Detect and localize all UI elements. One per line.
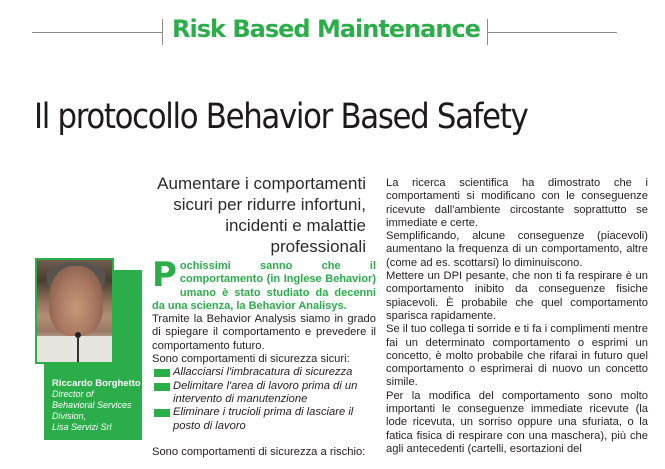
author-role-3: Division, [52,411,87,421]
section-title: Risk Based Maintenance [172,15,480,43]
author-role-1: Director of [52,389,94,399]
author-name: Riccardo Borghetto [52,378,141,389]
paragraph: Semplificando, alcune conseguenze (piacevoli) aumentano la frequenza di un comportamento, altre (come ad es. scottarsi) lo diminuiscono. [386,230,648,269]
article-subtitle: Aumentare i comportamenti sicuri per ridurre infortuni, incidenti e malattie professionali [157,174,366,256]
spacer [152,433,376,446]
green-bullet-icon [154,409,170,417]
author-role-2: Behavioral Services [52,400,132,410]
paragraph: Sono comportamenti di sicurezza a rischio: [152,445,366,458]
safe-behaviors-list [152,366,376,432]
paragraph: Mettere un DPI pesante, che non ti fa respirare è un comportamento inibito da conseguenze fisiche spiacevoli. È probabile che quel comportamento sparisca rapidamente. [386,270,648,322]
green-bullet-icon [154,369,170,377]
paragraph: Sono comportamenti di sicurezza sicuri: [152,353,350,366]
drop-cap: P [152,255,177,295]
microphone-stem [77,338,79,364]
author-photo [35,258,114,364]
paragraph: Tramite la Behavior Analysis siamo in grado di spiegare il comportamento e prevedere il comportamento futuro. [152,313,376,352]
list-item-text: Eliminare i trucioli prima di lasciare il posto di lavoro [173,406,354,432]
list-item-text: Delimitare l'area di lavoro prima di un intervento di manutenzione [173,379,358,405]
header-tick-left [162,19,163,45]
lead-paragraph [152,255,376,313]
author-company: Lisa Servizi Srl [52,422,112,432]
paragraph: Per la modifica del comportamento sono molto importanti le conseguenze immediate ricevute (la lode ricevuta, un sorriso oppure una sfuriata, o la fatica fisica di respirare con una maschera), più che agli antecedenti (cartelli, esortazioni del [386,389,648,455]
list-item [152,366,376,379]
right-column [386,177,648,456]
list-item [152,380,376,407]
green-bullet-icon [154,383,170,391]
paragraph: La ricerca scientifica ha dimostrato che i comportamenti si modificano con le conseguenze ricevute dall'ambiente circostante soprattutto se immediate e certe. [386,177,648,229]
lead-text: ochissimi sanno che il comportamento (in Inglese Behavior) umano è stato studiato da decenni da una scienza, la Behavior Analisys. [152,260,376,312]
article-title: Il protocollo Behavior Based Safety [34,97,528,137]
middle-column [152,255,376,459]
paragraph: Se il tuo collega ti sorride e ti fa i complimenti mentre fai un determinato comportamento o esprimi un concetto, è molto probabile che rifarai in futuro quel comportamento o esprimerai di nuovo un concetto simile. [386,323,648,389]
header-rule-right [487,32,617,33]
author-caption [52,378,142,433]
list-item [152,406,376,433]
photo-shirt [37,336,114,364]
list-item-text: Allacciarsi l'imbracatura di sicurezza [173,366,353,379]
section-header [0,0,665,43]
header-rule-left [32,32,162,33]
photo-face [49,266,103,336]
